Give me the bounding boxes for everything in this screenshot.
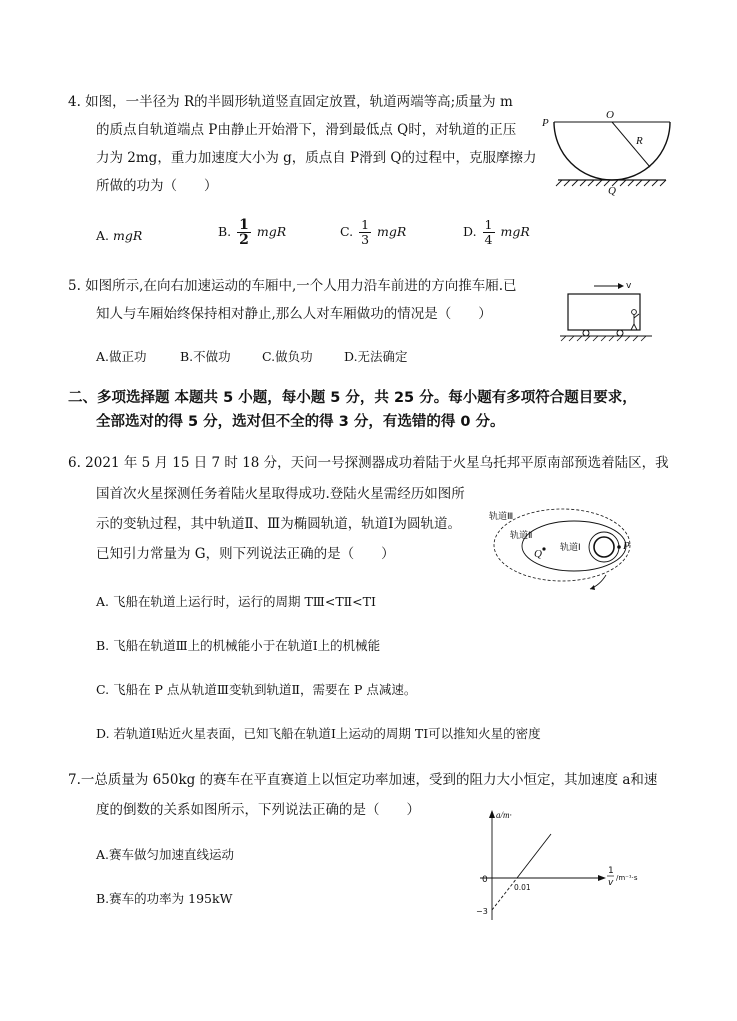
label-orbit-3: 轨道Ⅲ bbox=[489, 512, 514, 522]
label-o: O bbox=[606, 109, 614, 121]
label-orbit-1: 轨道Ⅰ bbox=[560, 543, 581, 553]
q5-line-1: 5. 如图所示,在向右加速运动的车厢中,一个人用力沿车前进的方向推车厢.已 bbox=[68, 278, 517, 294]
section-2-heading-line-2: 全部选对的得 5 分，选对但不全的得 3 分，有选错的得 0 分。 bbox=[96, 414, 505, 430]
x-axis-label-denominator: v bbox=[608, 878, 614, 888]
q6-option-a[interactable]: A. 飞船在轨道上运行时，运行的周期 TⅢ<TⅡ<TⅠ bbox=[96, 594, 376, 609]
q6-line-4: 已知引力常量为 G，则下列说法正确的是（ ） bbox=[96, 546, 395, 562]
q7-line-2: 度的倒数的关系如图所示，下列说法正确的是（ ） bbox=[96, 802, 420, 818]
y-axis-label: a/m· bbox=[496, 810, 512, 820]
section-2-heading-line-1: 二、多项选择题 本题共 5 小题，每小题 5 分，共 25 分。每小题有多项符合题目要求， bbox=[68, 390, 637, 406]
q5-option-c[interactable]: C.做负功 bbox=[262, 349, 313, 364]
origin-label: 0 bbox=[482, 875, 488, 885]
option-letter: D. bbox=[463, 224, 477, 239]
orbit-transfer-figure bbox=[484, 503, 634, 599]
label-q: Q bbox=[534, 548, 542, 560]
y-tick-label: −3 bbox=[476, 907, 488, 916]
semicircle-track-figure bbox=[540, 104, 680, 196]
option-expr: mgR bbox=[377, 224, 407, 239]
option-expr: mgR bbox=[113, 228, 143, 243]
q4-option-d[interactable] bbox=[463, 218, 530, 247]
acceleration-vs-inverse-velocity-graph bbox=[450, 806, 650, 924]
option-expr: mgR bbox=[256, 224, 287, 239]
q4-option-a[interactable] bbox=[96, 226, 142, 246]
q5-line-2: 知人与车厢始终保持相对静止,那么人对车厢做功的情况是（ ） bbox=[96, 306, 492, 322]
x-tick-label: 0.01 bbox=[514, 883, 531, 892]
q5-option-a[interactable]: A.做正功 bbox=[96, 349, 147, 364]
q6-line-3: 示的变轨过程，其中轨道Ⅱ、Ⅲ为椭圆轨道，轨道Ⅰ为圆轨道。 bbox=[96, 516, 462, 532]
q7-option-a[interactable]: A.赛车做匀加速直线运动 bbox=[96, 847, 235, 862]
q6-option-d[interactable]: D. 若轨道Ⅰ贴近火星表面，已知飞船在轨道Ⅰ上运动的周期 TⅠ可以推知火星的密度 bbox=[96, 726, 541, 741]
q5-option-d[interactable]: D.无法确定 bbox=[344, 349, 408, 364]
railcar-figure bbox=[560, 274, 660, 346]
option-letter: A. bbox=[96, 228, 110, 243]
q6-option-b[interactable]: B. 飞船在轨道Ⅲ上的机械能小于在轨道Ⅰ上的机械能 bbox=[96, 638, 381, 653]
x-axis-label-numerator: 1 bbox=[608, 866, 614, 876]
label-q: Q bbox=[608, 185, 616, 196]
option-expr: mgR bbox=[500, 224, 530, 239]
q4-option-c[interactable] bbox=[340, 218, 406, 247]
q7-option-b[interactable]: B.赛车的功率为 195kW bbox=[96, 891, 233, 906]
fraction: $\frac{1}{3}$ bbox=[361, 217, 370, 247]
label-r: R bbox=[636, 135, 643, 147]
label-v: v bbox=[626, 281, 632, 291]
label-orbit-2: 轨道Ⅱ bbox=[510, 531, 533, 541]
q4-option-b[interactable] bbox=[218, 218, 286, 247]
label-p: P bbox=[623, 540, 630, 552]
label-p: P bbox=[542, 117, 549, 129]
q7-line-1: 7.一总质量为 650kg 的赛车在平直赛道上以恒定功率加速，受到的阻力大小恒定，其加速度 a和速 bbox=[68, 772, 658, 788]
q4-line-4: 所做的功为（ ） bbox=[96, 178, 218, 194]
q5-option-b[interactable]: B.不做功 bbox=[180, 349, 231, 364]
x-axis-unit: /m⁻¹·s bbox=[616, 874, 638, 882]
q4-line-1: 4. 如图，一半径为 R的半圆形轨道竖直固定放置，轨道两端等高;质量为 m bbox=[68, 94, 513, 110]
option-letter: B. bbox=[218, 224, 232, 239]
q6-line-2: 国首次火星探测任务着陆火星取得成功.登陆火星需经历如图所 bbox=[96, 486, 465, 502]
q6-line-1: 6. 2021 年 5 月 15 日 7 时 18 分，天问一号探测器成功着陆于火星乌托邦平原南部预选着陆区，我 bbox=[68, 455, 669, 471]
q4-line-2: 的质点自轨道端点 P由静止开始滑下，滑到最低点 Q时，对轨道的正压 bbox=[96, 122, 517, 138]
option-letter: C. bbox=[340, 224, 354, 239]
q6-option-c[interactable]: C. 飞船在 P 点从轨道Ⅲ变轨到轨道Ⅱ，需要在 P 点减速。 bbox=[96, 682, 417, 697]
fraction: $\frac{1}{4}$ bbox=[484, 217, 493, 247]
fraction: $\frac{1}{2}$ bbox=[239, 217, 249, 248]
q4-line-3: 力为 2mg，重力加速度大小为 g，质点自 P滑到 Q的过程中，克服摩擦力 bbox=[96, 150, 537, 166]
